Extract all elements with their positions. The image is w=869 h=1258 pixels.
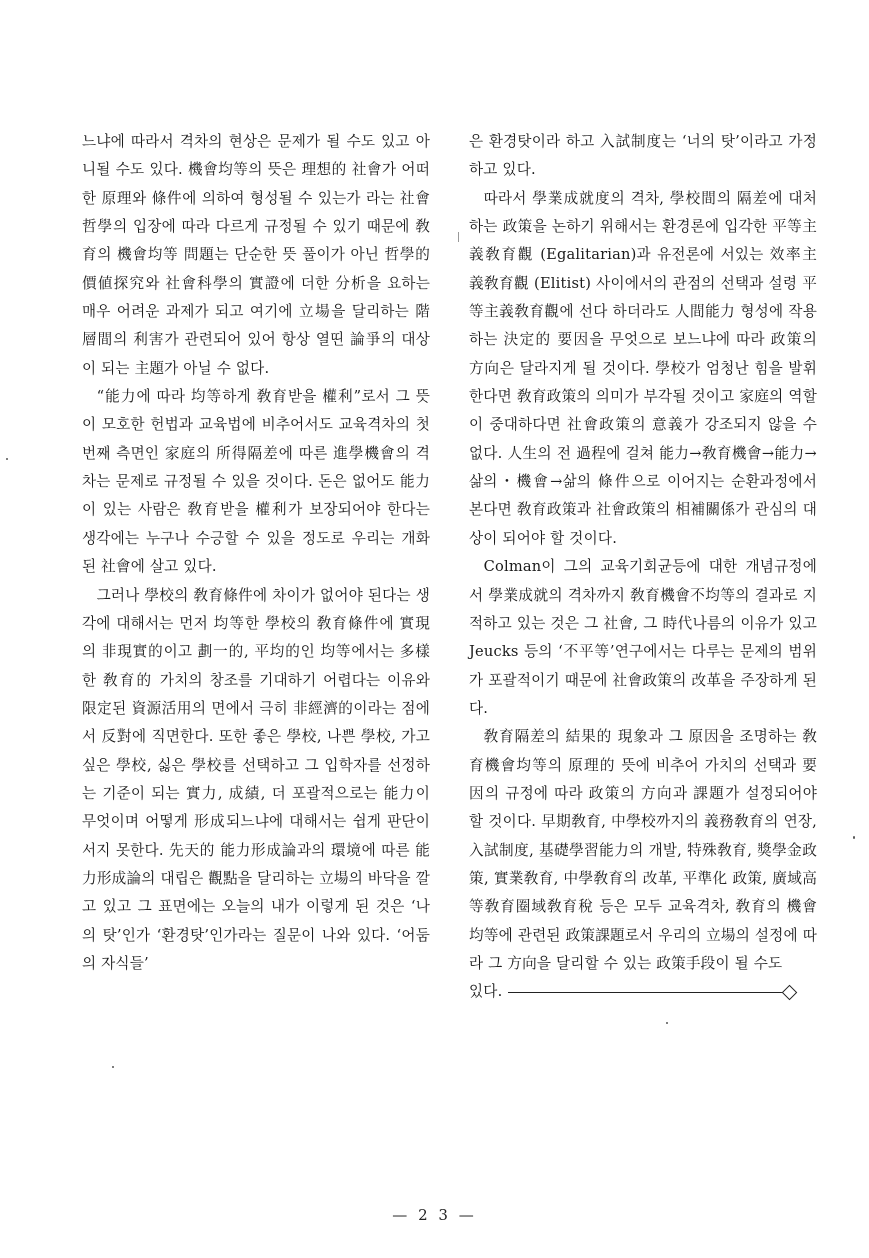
body-paragraph-1: 느냐에 따라서 격차의 현상은 문제가 될 수도 있고 아니될 수도 있다. 機會均等의 뜻은 理想的 社會가 어떠한 原理와 條件에 의하여 형성될 수 있는가 라는 社會哲學의 입장에 따라 다르게 규정될 수 있기 때문에 敎育의 機會均等 問題는 단순한 뜻 풀이가 아닌 哲學的 價値探究와 社會科學의 實證에 더한 分析을 요하는 매우 어려운 과제가 되고 여기에 立場을 달리하는 階層間의 利害가 관련되어 있어 항상 열띤 論爭의 대상이 되는 主題가 아닐 수 없다.	[82, 133, 430, 377]
diamond-icon	[782, 985, 798, 1001]
page-number: — 2 3 —	[392, 1206, 477, 1224]
body-paragraph-4: 은 환경탓이라 하고 入試制度는 ‘너의 탓’이라고 가정하고 있다.	[469, 133, 817, 179]
closing-line	[469, 978, 817, 1006]
end-of-article-mark	[508, 985, 796, 999]
scan-speck	[666, 1022, 668, 1024]
scan-speck	[112, 1066, 114, 1068]
body-paragraph-7: 敎育隔差의 結果的 現象과 그 原因을 조명하는 敎育機會均等의 原理的 뜻에 비추어 가치의 선택과 要因의 규정에 따라 政策의 方向과 課題가 설정되어야 할 것이다. 早期敎育, 中學校까지의 義務敎育의 연장, 入試制度, 基礎學習能力의 개발, 特殊敎育, 獎學金政策, 實業敎育, 中學敎育의 改革, 平準化 政策, 廣域高等敎育圈域敎育稅 등은 모두 교육격차, 敎育의 機會均等에 관련된 政策課題로서 우리의 立場의 설정에 따라 그 方向을 달리할 수 있는 政策手段이 될 수도	[469, 728, 817, 972]
scan-mark	[458, 232, 459, 242]
scan-speck	[6, 458, 8, 460]
body-paragraph-2: “能力에 따라 均等하게 敎育받을 權利”로서 그 뜻이 모호한 헌법과 교육법에 비추어서도 교육격차의 첫번째 측면인 家庭의 所得隔差에 따른 進學機會의 격차는 문제로 규정될 수 있을 것이다. 돈은 없어도 能力이 있는 사람은 敎育받을 權利가 보장되어야 한다는 생각에는 누구나 수긍할 수 있을 정도로 우리는 개화된 社會에 살고 있다.	[82, 388, 430, 576]
closing-text: 있다.	[469, 983, 503, 1001]
right-text-column	[469, 128, 817, 1007]
scan-speck	[853, 836, 855, 839]
left-text-column	[82, 128, 430, 978]
body-paragraph-5: 따라서 學業成就度의 격차, 學校間의 隔差에 대처하는 政策을 논하기 위해서는 환경론에 입각한 平等主義敎育觀 (Egalitarian)과 유전론에 서있는 效率主義敎育觀 (Elitist) 사이에서의 관점의 선택과 설령 平等主義敎育觀에 선다 하더라도 人間能力 형성에 작용하는 決定的 要因을 무엇으로 보느냐에 따라 政策의 方向은 달라지게 될 것이다. 學校가 엄청난 힘을 발휘한다면 敎育政策의 의미가 부각될 것이고 家庭의 역할이 중대하다면 社會政策의 意義가 강조되지 않을 수 없다. 人生의 전 過程에 걸쳐 能力→敎育機會→能力→삶의・機會→삶의 條件으로 이어지는 순환과정에서 본다면 敎育政策과 社會政策의 相補關係가 관심의 대상이 되어야 할 것이다.	[469, 189, 817, 547]
end-rule	[508, 992, 782, 993]
body-paragraph-6: Colman이 그의 교육기회균등에 대한 개념규정에서 學業成就의 격차까지 敎育機會不均等의 결과로 지적하고 있는 것은 그 社會, 그 時代나름의 이유가 있고 Jeucks 등의 ‘不平等’연구에서는 다루는 문제의 범위가 포괄적이기 때문에 社會政策의 改革을 주장하게 된다.	[469, 558, 817, 717]
body-paragraph-3: 그러나 學校의 敎育條件에 차이가 없어야 된다는 생각에 대해서는 먼저 均等한 學校의 敎育條件에 實現의 非現實的이고 劃一的, 平均的인 均等에서는 多樣한 敎育的 가치의 창조를 기대하기 어렵다는 이유와 限定된 資源活用의 면에서 극히 非經濟的이라는 점에서 反對에 직면한다. 또한 좋은 學校, 나쁜 學校, 가고 싶은 學校, 싫은 學校를 선택하고 그 입학자를 선정하는 기준이 되는 實力, 成績, 더 포괄적으로는 能力이 무엇이며 어떻게 形成되느냐에 대해서는 쉽게 판단이 서지 못한다. 先天的 能力形成論과의 環境에 따른 能力形成論의 대립은 觀點을 달리하는 立場의 바닥을 깔고 있고 그 표면에는 오늘의 내가 이렇게 된 것은 ‘나의 탓’인가 ‘환경탓’인가라는 질문이 나와 있다. ‘어둠의 자식들’	[82, 586, 430, 972]
